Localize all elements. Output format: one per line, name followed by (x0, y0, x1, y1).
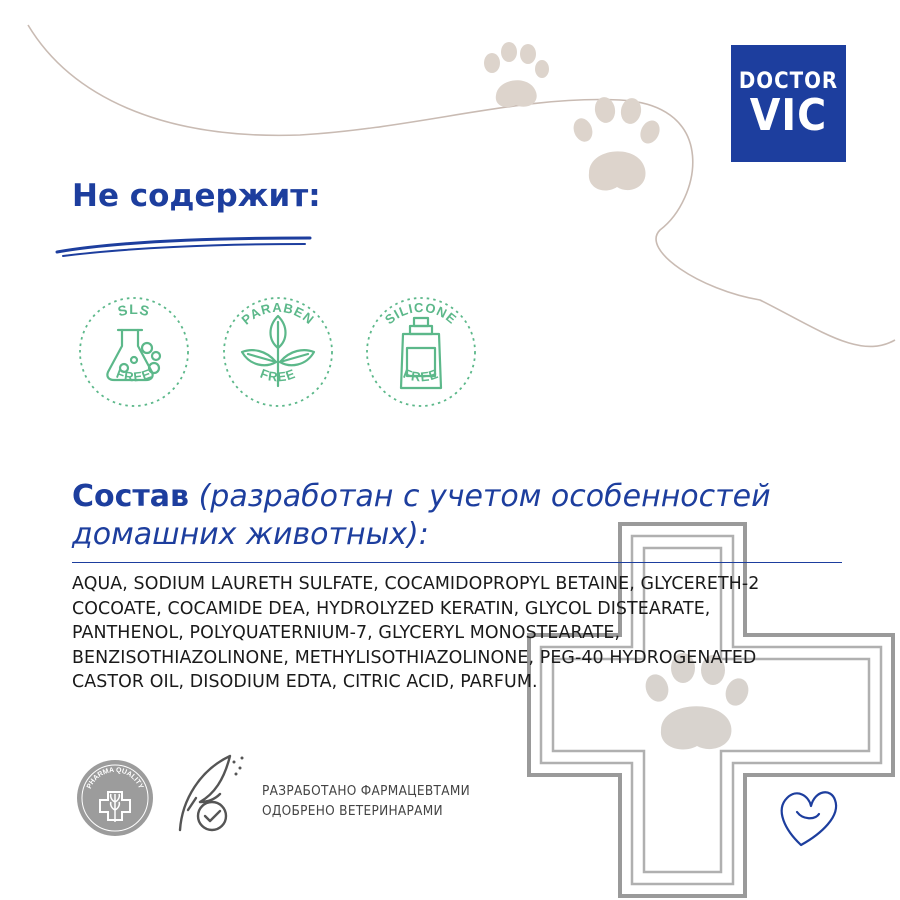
logo-line-2: VIC (749, 89, 828, 141)
svg-text:SLS (116, 301, 152, 319)
badge-bottom-text: FREE (114, 365, 154, 385)
composition-divider (72, 562, 842, 563)
footer-line-1: РАЗРАБОТАНО ФАРМАЦЕВТАМИ (262, 783, 470, 799)
ingredients-line: AQUA, SODIUM LAURETH SULFATE, COCAMIDOPROPYL BETAINE, GLYCERETH-2 (72, 574, 760, 594)
badge-top-text: SLS (116, 301, 152, 320)
svg-text:SILICONE (382, 300, 460, 327)
footer-line-2: ОДОБРЕНО ВЕТЕРИНАРАМИ (262, 803, 443, 819)
pharma-quality-seal (75, 758, 155, 838)
composition-title (72, 478, 832, 554)
free-from-heading: Не содержит: (72, 178, 321, 214)
feather-check-icon (170, 750, 255, 840)
heart-icon (782, 792, 836, 845)
ingredients-line: COCOATE, COCAMIDE DEA, HYDROLYZED KERATIN, GLYCOL DISTEARATE, (72, 598, 711, 619)
ingredients-list (72, 572, 852, 695)
ingredients-line: CASTOR OIL, DISODIUM EDTA, CITRIC ACID, PARFUM. (72, 672, 538, 692)
ingredients-line: PANTHENOL, POLYQUATERNIUM-7, GLYCERYL MONOSTEARATE, (72, 623, 621, 643)
paraben-free-badge (216, 290, 340, 414)
composition-title-bold: Состав (72, 479, 190, 514)
badge-top-text: PARABEN (238, 299, 318, 328)
composition-title-italic: (разработан с учетом особенностей домашних животных): (72, 479, 771, 552)
silicone-free-badge (359, 290, 483, 414)
badge-top-text: SILICONE (382, 299, 460, 328)
brand-logo (731, 45, 846, 162)
footer-claims (262, 781, 470, 821)
seal-text: PHARMA QUALITY (85, 766, 145, 790)
paw-print-icon (565, 95, 665, 200)
logo-line-1: DOCTOR (738, 68, 839, 94)
leaf-icon (242, 316, 314, 386)
badge-bottom-text: FREE (258, 365, 298, 385)
heading-underline-stroke (55, 232, 315, 262)
sls-free-badge (72, 290, 196, 414)
ingredients-line: BENZISOTHIAZOLINONE, METHYLISOTHIAZOLINONE, PEG-40 HYDROGENATED (72, 647, 757, 668)
badge-bottom-text: FREE (401, 365, 441, 385)
paw-print-icon (476, 40, 556, 120)
